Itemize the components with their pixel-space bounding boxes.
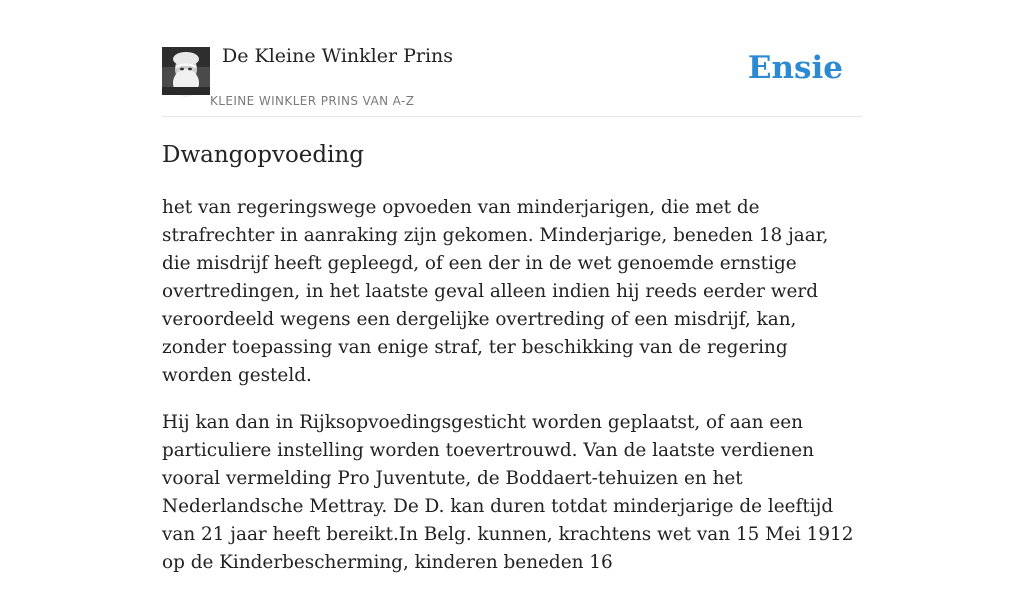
source-subtitle[interactable]: KLEINE WINKLER PRINS VAN A-Z bbox=[210, 94, 415, 108]
avatar-image bbox=[162, 47, 210, 95]
article-paragraph-2: Hij kan dan in Rijksopvoedingsgesticht worden geplaatst, of aan een particuliere instelling worden toevertrouwd. Van de laatste verdienen vooral vermelding Pro Juventute, de Boddaert-tehuizen en het Nederlandsche Mettray. De D. kan duren totdat minderjarige de leeftijd van 21 jaar heeft bereikt.In Belg. kunnen, krachtens wet van 15 Mei 1912 op de Kinderbescherming, kinderen beneden 16 bbox=[162, 412, 854, 573]
article bbox=[162, 140, 862, 596]
source-header bbox=[162, 0, 862, 117]
article-title: Dwangopvoeding bbox=[162, 142, 365, 168]
author-portrait-icon[interactable] bbox=[162, 47, 210, 95]
article-paragraph-1: het van regeringswege opvoeden van minderjarigen, die met de strafrechter in aanraking zijn gekomen. Minderjarige, beneden 18 jaar, die misdrijf heeft gepleegd, of een der in de wet genoemde ernstige overtredingen, in het laatste geval alleen indien hij reeds eerder werd veroordeeld wegens een dergelijke overtreding of een misdrijf, kan, zonder toepassing van enige straf, ter beschikking van de regering worden gesteld. bbox=[162, 197, 829, 386]
source-title[interactable]: De Kleine Winkler Prins bbox=[222, 45, 454, 67]
ensie-logo-link[interactable]: Ensie bbox=[747, 50, 843, 86]
